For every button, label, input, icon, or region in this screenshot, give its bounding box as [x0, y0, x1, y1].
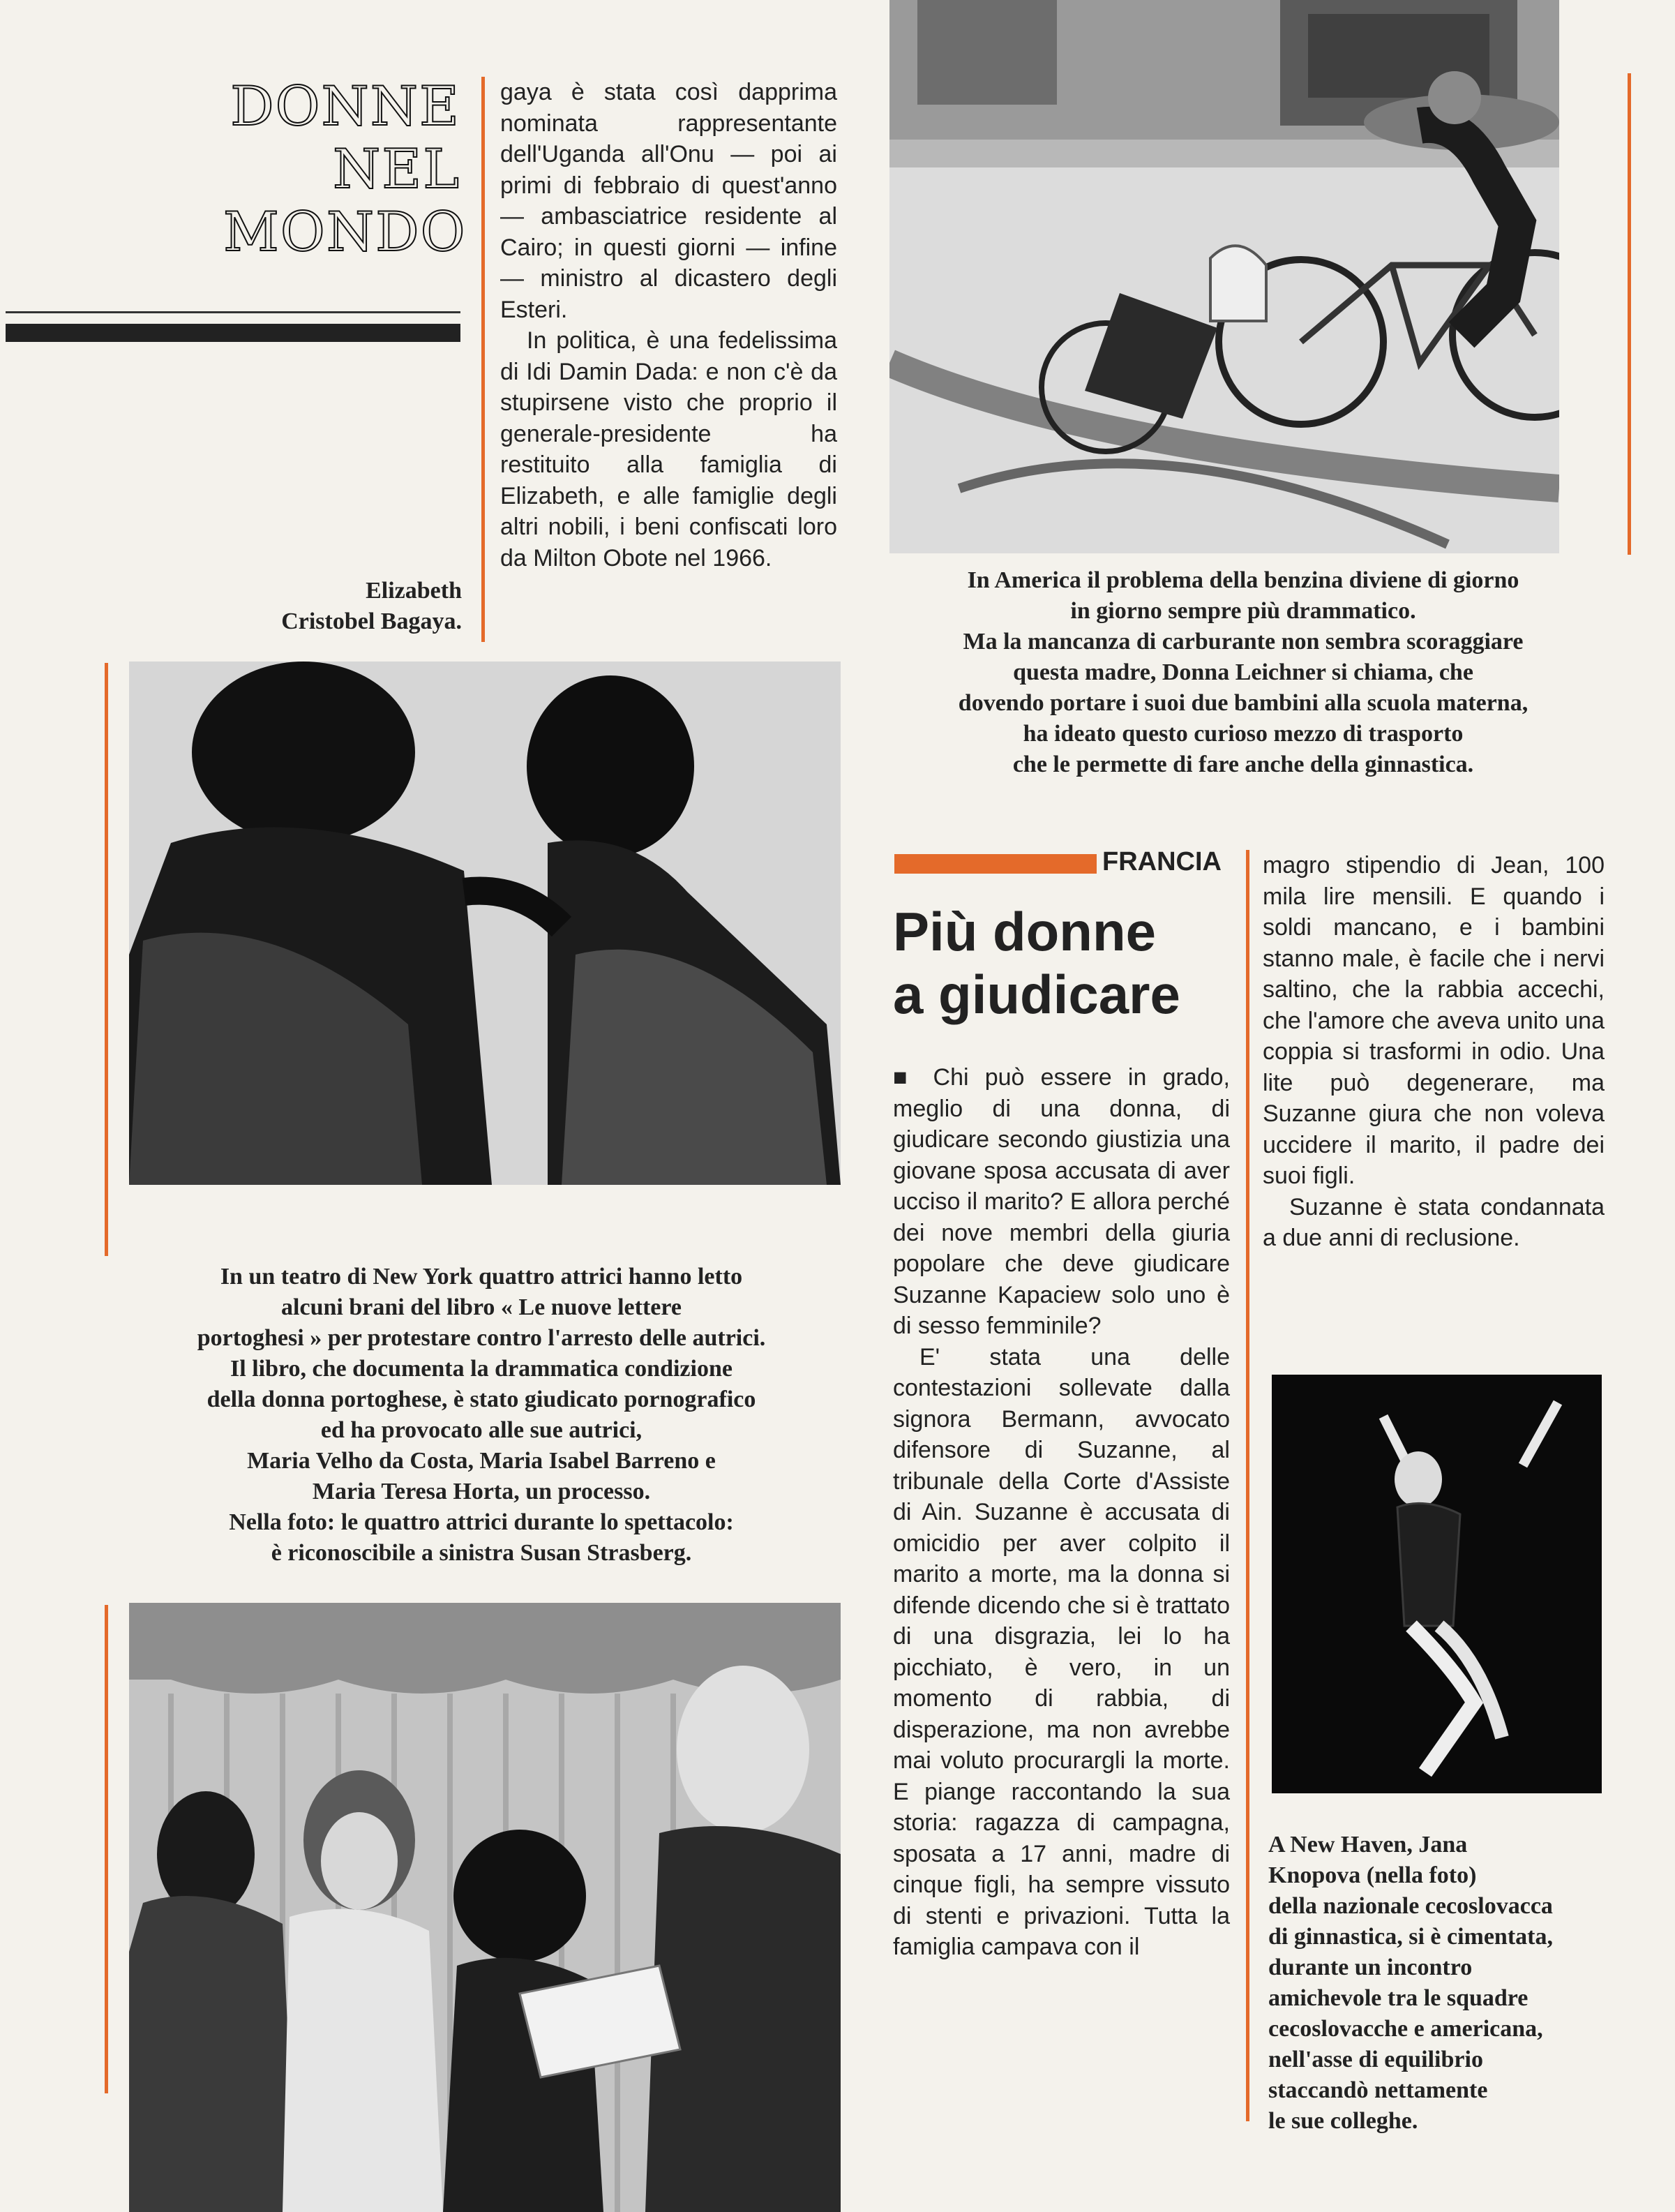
title-rule-thick: [6, 324, 460, 342]
intro-paragraph-2: In politica, è una fedelissima di Idi Damin Dada: e non c'è da stupirsene visto che proprio il generale-presidente ha restituito alla famiglia di Elizabeth, e alle famiglie degli altri nobili, i beni confiscati loro da Milton Obote nel 1966.: [500, 327, 837, 571]
intro-text: [500, 77, 837, 574]
bullet-icon: ■: [893, 1064, 917, 1091]
gymnast-photo: [1272, 1375, 1602, 1793]
title-line-3: MONDO: [223, 201, 467, 264]
article-column-2: [1263, 850, 1605, 1254]
gymnast-photo-caption: A New Haven, Jana Knopova (nella foto) della nazionale cecoslovacca di ginnastica, si è cimentata, durante un incontro amichevole tra le squadre cecoslovacche e americana, nell'asse di equilibrio staccandò nettamente le sue colleghe.: [1268, 1832, 1553, 2134]
bicycle-photo-caption: In America il problema della benzina diviene di giorno in giorno sempre più drammatico. Ma la mancanza di carburante non sembra scoraggiare questa madre, Donna Leichner si chiama, che dovendo portare i suoi due bambini alla scuola materna, ha ideato questo curioso mezzo di trasporto che le permette di fare anche della ginnastica.: [958, 567, 1528, 777]
portrait-caption: Elizabeth Cristobel Bagaya.: [281, 578, 462, 634]
title-line-1: DONNE: [230, 75, 460, 138]
title-line-2: NEL: [333, 138, 460, 201]
left-rule-1: [105, 663, 108, 1256]
article-headline: Più donne a giudicare: [893, 901, 1180, 1025]
section-title: [223, 75, 467, 264]
article-column-rule: [1246, 850, 1249, 2121]
column-rule: [481, 77, 485, 642]
article-paragraph-2: E' stata una delle contestazioni sollevate dalla signora Bermann, avvocato difensore di Suzanne, al tribunale della Corte d'Assiste di Ain. Suzanne è accusata di omicidio per aver colpito il marito a morte, ma la donna si difende dicendo che si è trattato di una disgrazia, lei lo ha picchiato, è vero, in un momento di rabbia, di disperazione, ma non avrebbe mai voluto procurargli la morte. E piange raccontando la sua storia: ragazza di campagna, sposata a 17 anni, madre di cinque figli, ha sempre vissuto di stenti e privazioni. Tutta la famiglia campava con il: [893, 1343, 1230, 1960]
gymnast-photo-image: [1272, 1375, 1602, 1793]
bicycle-photo: [889, 0, 1559, 553]
section-bar: [894, 854, 1097, 874]
article-paragraph-4: Suzanne è stata condannata a due anni di reclusione.: [1263, 1193, 1605, 1251]
theater-photo-image: [129, 1603, 841, 2212]
intro-paragraph-1: gaya è stata così dapprima nominata rappresentante dell'Uganda all'Onu — poi ai primi di febbraio di quest'anno — ambasciatrice residente al Cairo; in questi giorni — infine — ministro al dicastero degli Esteri.: [500, 79, 837, 323]
article-column-1: [893, 1062, 1230, 1963]
bicycle-photo-image: [889, 0, 1559, 553]
right-edge-rule: [1628, 73, 1631, 555]
portrait-photo-image: [129, 662, 841, 1185]
article-paragraph-3: magro stipendio di Jean, 100 mila lire mensili. E quando i soldi mancano, e i bambini stanno male, è facile che i nervi saltino, che la rabbia accechi, che l'amore che aveva unito una coppia si trasformi in odio. Una lite può degenerare, ma Suzanne giura che non voleva uccidere il marito, il padre dei suoi figli.: [1263, 852, 1605, 1189]
theater-photo: [129, 1603, 841, 2212]
portrait-photo: [129, 662, 841, 1185]
left-rule-2: [105, 1605, 108, 2093]
article-paragraph-1: ■ Chi può essere in grado, meglio di una donna, di giudicare secondo giustizia una giovane sposa accusata di aver ucciso il marito? E allora perché dei nove membri della giuria popolare che deve giudicare Suzanne Kapaciew solo uno è di sesso femminile?: [893, 1064, 1230, 1339]
section-label: FRANCIA: [1102, 847, 1222, 876]
title-rule-thin: [6, 311, 460, 313]
theater-photo-caption: In un teatro di New York quattro attrici hanno letto alcuni brani del libro « Le nuove lettere portoghesi » per protestare contro l'arresto delle autrici. Il libro, che documenta la drammatica condizione della donna portoghese, è stato giudicato pornografico ed ha provocato alle sue autrici, Maria Velho da Costa, Maria Isabel Barreno e Maria Teresa Horta, un processo. Nella foto: le quattro attrici durante lo spettacolo: è riconoscibile a sinistra Susan Strasberg.: [197, 1264, 766, 1566]
